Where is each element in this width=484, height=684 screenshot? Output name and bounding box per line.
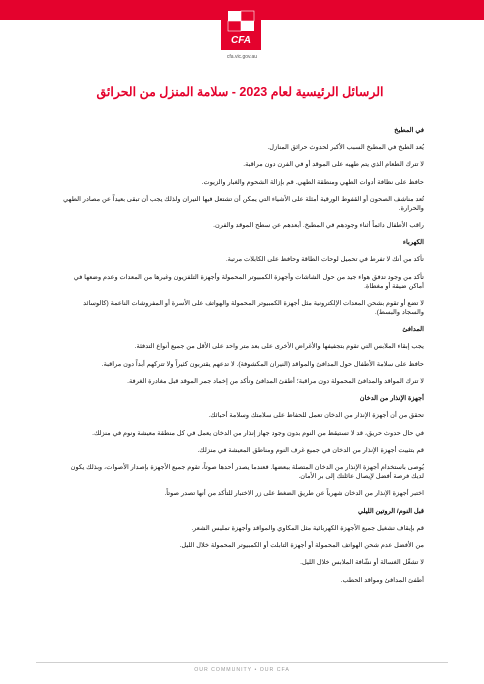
section-heading: المدافئ <box>402 326 424 334</box>
paragraph: اختبر أجهزة الإنذار من الدخان شهرياً عن طريق الضغط على زر الاختبار للتأكد من أنها تصدر صوتاً. <box>164 490 424 498</box>
paragraph: يُعد الطبخ في المطبخ السبب الأكبر لحدوث حرائق المنازل. <box>267 144 424 151</box>
paragraph: يجب إبقاء الملابس التي تقوم بتجفيفها والأغراض الأخرى على بعد متر واحد على الأقل من جميع أنواع التدفئة. <box>134 343 424 351</box>
logo-url: cfa.vic.gov.au <box>226 54 258 60</box>
cfa-logo <box>221 8 261 50</box>
paragraph: تأكد من وجود تدفق هواء جيد من حول الشاشات وأجهزة الكمبيوتر المحمولة وأجهزة التلفزيون وغيرها من المعدات وعدم وضعها في أماكن ضيقة أو مغطاة. <box>73 273 424 290</box>
paragraph: في حال حدوث حريق، قد لا تستيقظ من النوم بدون وجود جهاز إنذار من الدخان يعمل في كل منطقة معيشة ونوم في منزلك. <box>92 429 424 437</box>
paragraph: لا تترك المواقد والمدافئ المحمولة دون مراقبة؛ أطفئ المدافئ وتأكد من إخماد جمر الموقد قبل مغادرة الغرفة. <box>127 377 424 385</box>
paragraph: أطفئ المدافئ ومواقد الحطب. <box>340 576 424 584</box>
footer-tagline: OUR COMMUNITY • OUR CFA <box>194 667 290 673</box>
paragraph: حافظ على سلامة الأطفال حول المدافئ والمواقد (النيران المكشوفة). لا تدعهم يقتربون كثيراً ولا تتركهم أبداً دون مراقبة. <box>101 360 424 368</box>
paragraph: لا تترك الطعام الذي يتم طهيه على الموقد أو في الفرن دون مراقبة. <box>243 161 424 169</box>
section-heading: في المطبخ <box>394 127 424 134</box>
paragraph: من الأفضل عدم شحن الهواتف المحمولة أو أجهزة التابلت أو الكمبيوتر المحمولة خلال الليل. <box>179 542 424 550</box>
document-body <box>60 126 424 593</box>
paragraph: راقب الأطفال دائماً أثناء وجودهم في المطبخ. أبعدهم عن سطح الموقد والفرن. <box>213 222 424 230</box>
logo-text: CFA <box>231 35 251 46</box>
paragraph: لا تشغّل الغسالة أو نشّافة الملابس خلال الليل. <box>300 559 424 567</box>
footer-divider <box>36 662 448 663</box>
section-heading: الكهرباء <box>402 239 424 247</box>
section-heading: قبل النوم/ الروتين الليلي <box>358 507 424 515</box>
paragraph: تحقق من أن أجهزة الإنذار من الدخان تعمل للحفاظ على سلامتك وسلامة أحبائك. <box>208 412 424 420</box>
paragraph: قم بإيقاف تشغيل جميع الأجهزة الكهربائية مثل المكاوي والمواقد وأجهزة تمليس الشعر. <box>191 524 424 532</box>
page-title: الرسائل الرئيسية لعام 2023 - سلامة المنزل من الحرائق <box>96 85 384 99</box>
paragraph: لا تضع أو تقوم بشحن المعدات الإلكترونية مثل أجهزة الكمبيوتر المحمولة والهواتف على الأسرة أو المفروشات الناعمة (كالوسائد والسجاد والبسط). <box>83 300 424 317</box>
paragraph: تأكد من أنك لا تفرط في تحميل لوحات الطاقة وحافظ على الكابلات مرتبة. <box>225 256 424 264</box>
paragraph: قم بتثبيت أجهزة الإنذار من الدخان في جميع غرف النوم ومناطق المعيشة في منزلك. <box>197 446 424 454</box>
paragraph: يُوصى باستخدام أجهزة الإنذار من الدخان المتصلة ببعضها. فعندما يصدر أحدها صوتاً، تقوم جميع الأجهزة بإصدار الأصوات، وبذلك يكون لديك فرصة أفضل لإيصال عائلتك إلى بر الأمان. <box>70 464 424 481</box>
paragraph: تُعد مناشف الصحون أو القفوط الورقية أمثلة على الأشياء التي يمكن أن تشتعل فيها النيران ولذلك يجب أن تبقى بعيداً عن مصادر الطهي والحرارة. <box>63 195 424 212</box>
section-heading: أجهزة الإنذار من الدخان <box>359 395 424 403</box>
paragraph: حافظ على نظافة أدوات الطهي ومنطقة الطهي. قم بإزالة الشحوم والغبار والزيوت. <box>201 178 424 186</box>
